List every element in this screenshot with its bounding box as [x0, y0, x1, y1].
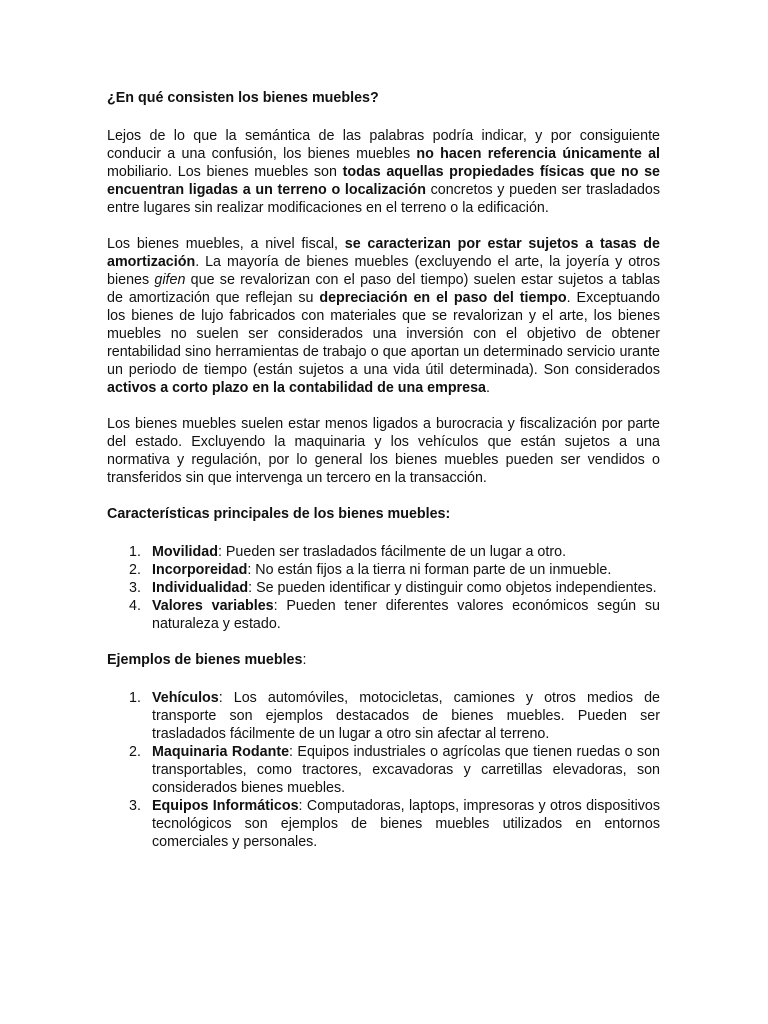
list-term: Equipos Informáticos	[152, 798, 299, 814]
list-item	[129, 561, 660, 579]
fiscal-bold-1: se caracterizan por estar sujetos a tasas de amortización	[107, 236, 660, 270]
list-number: 3.	[129, 798, 141, 814]
list-text: : Equipos industriales o agrícolas que tienen ruedas o son transportables, como tractores, excavadoras y carretillas elevadoras, son considerados bienes muebles.	[152, 744, 660, 796]
intro-bold-2: todas aquellas propiedades físicas que no se encuentran ligadas a un terreno o localización	[107, 164, 660, 198]
list-number: 2.	[129, 744, 141, 760]
intro-text-2: mobiliario. Los bienes muebles son	[107, 164, 343, 180]
list-text: : Pueden tener diferentes valores económicos según su naturaleza y estado.	[152, 598, 660, 632]
fiscal-text-5: .	[485, 380, 490, 396]
bureaucracy-paragraph: Los bienes muebles suelen estar menos ligados a burocracia y fiscalización por parte del estado. Excluyendo la maquinaria y los vehículos que están sujetos a una normativa y regulación, por lo general los bienes muebles pueden ser vendidos o transferidos sin que intervenga un tercero en la transacción.	[107, 416, 660, 486]
list-term: Maquinaria Rodante	[152, 744, 290, 760]
intro-bold-1: no hacen referencia únicamente al	[416, 146, 660, 162]
list-item	[129, 743, 660, 797]
characteristics-list	[107, 543, 660, 633]
fiscal-paragraph	[107, 235, 660, 397]
list-text: : Computadoras, laptops, impresoras y otros dispositivos tecnológicos son ejemplos de bienes muebles utilizados en entornos comerciales y personales.	[152, 798, 660, 850]
fiscal-bold-2: depreciación en el paso del tiempo	[319, 290, 567, 306]
examples-heading	[107, 651, 660, 669]
list-term: Vehículos	[152, 690, 219, 706]
list-item	[129, 797, 660, 851]
list-number: 4.	[129, 598, 141, 614]
intro-text-3: concretos y pueden ser trasladados entre lugares sin realizar modificaciones en el terreno o la edificación.	[107, 182, 660, 216]
list-item	[129, 689, 660, 743]
list-text: : Pueden ser trasladados fácilmente de un lugar a otro.	[217, 544, 567, 560]
intro-paragraph	[107, 127, 660, 217]
list-number: 1.	[129, 690, 141, 706]
page-title: ¿En qué consisten los bienes muebles?	[107, 90, 379, 106]
list-text: : Se pueden identificar y distinguir como objetos independientes.	[248, 580, 657, 596]
list-number: 1.	[129, 544, 141, 560]
intro-text-1: Lejos de lo que la semántica de las palabras podría indicar, y por consiguiente conducir a una confusión, los bienes muebles	[107, 128, 660, 162]
list-number: 2.	[129, 562, 141, 578]
list-term: Movilidad	[152, 544, 218, 560]
examples-list	[107, 689, 660, 851]
fiscal-text-4: . Exceptuando los bienes de lujo fabricados con materiales que se revalorizan y el arte, los bienes muebles no suelen ser considerados una inversión con el objetivo de obtener rentabilidad sino herramientas de trabajo o que aportan un determinado servicio urante un periodo de tiempo (están sujetos a una vida útil determinada). Son considerados	[107, 290, 660, 378]
list-item	[129, 597, 660, 633]
fiscal-italic-1: gifen	[154, 272, 186, 288]
list-term: Individualidad	[152, 580, 249, 596]
list-text: : Los automóviles, motocicletas, camiones y otros medios de transporte son ejemplos destacados de bienes muebles. Pueden ser trasladados fácilmente de un lugar a otro sin afectar al terreno.	[152, 690, 660, 742]
list-item	[129, 543, 660, 561]
list-text: : No están fijos a la tierra ni forman parte de un inmueble.	[247, 562, 612, 578]
fiscal-bold-3: activos a corto plazo en la contabilidad de una empresa	[107, 380, 486, 396]
list-term: Valores variables	[152, 598, 274, 614]
list-term: Incorporeidad	[152, 562, 248, 578]
list-number: 3.	[129, 580, 141, 596]
list-item	[129, 579, 660, 597]
examples-heading-colon: :	[302, 652, 307, 668]
document-page	[107, 89, 660, 851]
examples-heading-text: Ejemplos de bienes muebles	[107, 652, 303, 668]
characteristics-heading: Características principales de los bienes muebles:	[107, 506, 451, 522]
fiscal-text-1: Los bienes muebles, a nivel fiscal,	[107, 236, 345, 252]
fiscal-text-3: que se revalorizan con el paso del tiempo) suelen estar sujetos a tablas de amortización que reflejan su	[107, 272, 660, 306]
fiscal-text-2: . La mayoría de bienes muebles (excluyendo el arte, la joyería y otros bienes	[107, 254, 660, 288]
